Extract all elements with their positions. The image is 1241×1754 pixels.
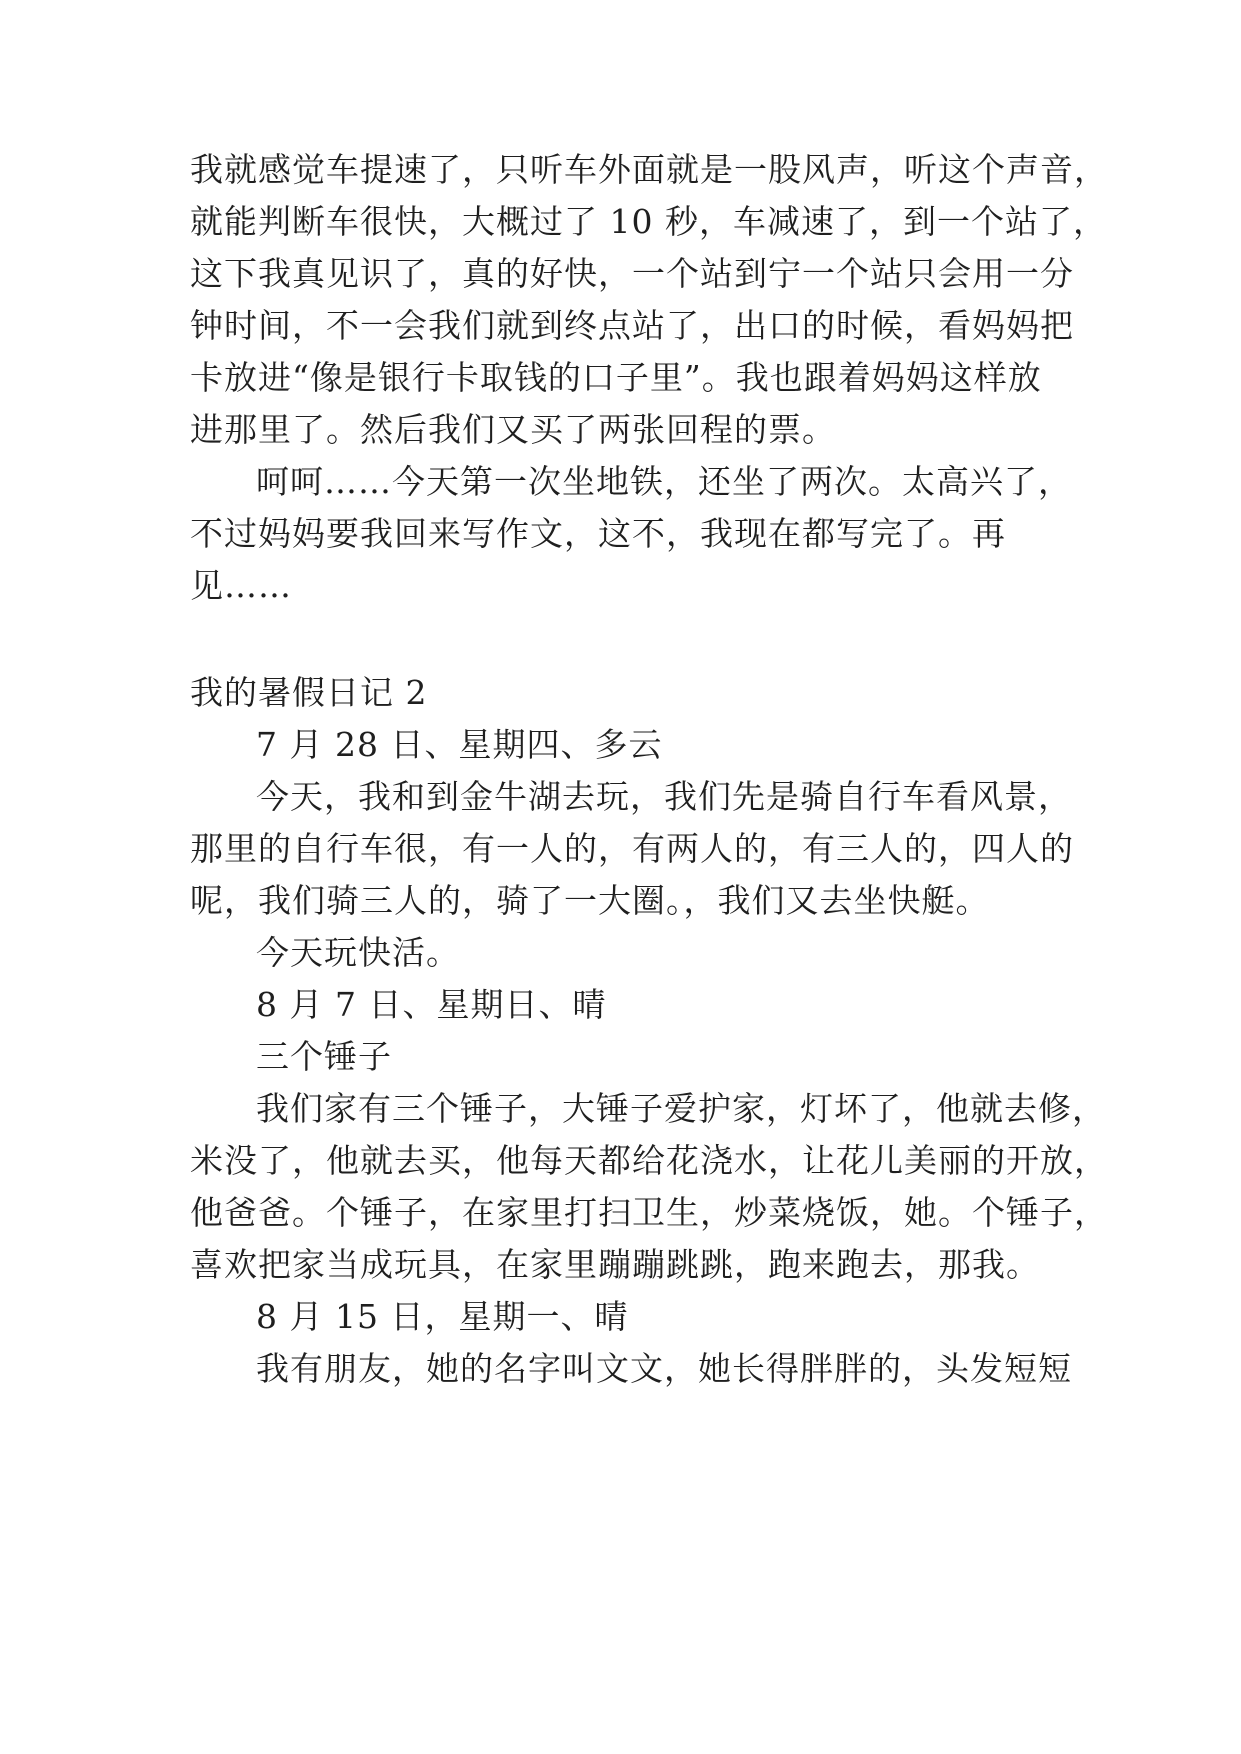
text-line: 就能判断车很快，大概过了 10 秒，车减速了，到一个站了， xyxy=(190,202,1107,241)
entry-date: 8 月 7 日、星期日、晴 xyxy=(256,985,607,1024)
text-line: 钟时间，不一会我们就到终点站了，出口的时候，看妈妈把 xyxy=(190,306,1074,345)
text-line: 今天，我和到金牛湖去玩，我们先是骑自行车看风景， xyxy=(256,777,1072,816)
text-line: 喜欢把家当成玩具，在家里蹦蹦跳跳，跑来跑去，那我。 xyxy=(190,1245,1040,1284)
entry-date: 8 月 15 日，星期一、晴 xyxy=(256,1297,629,1336)
text-line: 不过妈妈要我回来写作文，这不，我现在都写完了。再 xyxy=(190,514,1006,553)
entry-title: 三个锤子 xyxy=(256,1037,392,1076)
text-line: 卡放进“像是银行卡取钱的口子里”。我也跟着妈妈这样放 xyxy=(190,358,1042,397)
text-line: 呵呵……今天第一次坐地铁，还坐了两次。太高兴了， xyxy=(256,462,1072,501)
text-line: 那里的自行车很，有一人的，有两人的，有三人的，四人的 xyxy=(190,829,1074,868)
text-line: 我有朋友，她的名字叫文文，她长得胖胖的，头发短短 xyxy=(256,1349,1072,1388)
text-line: 见…… xyxy=(190,566,292,605)
entry-date: 7 月 28 日、星期四、多云 xyxy=(256,725,663,764)
text-line: 进那里了。然后我们又买了两张回程的票。 xyxy=(190,410,836,449)
text-line: 这下我真见识了，真的好快，一个站到宁一个站只会用一分 xyxy=(190,254,1074,293)
text-line: 呢，我们骑三人的，骑了一大圈。，我们又去坐快艇。 xyxy=(190,881,990,920)
text-line: 他爸爸。个锤子，在家里打扫卫生，炒菜烧饭，她。个锤子， xyxy=(190,1193,1108,1232)
text-line: 我们家有三个锤子，大锤子爱护家，灯坏了，他就去修， xyxy=(256,1089,1106,1128)
section-heading: 我的暑假日记 2 xyxy=(190,673,428,712)
text-line: 今天玩快活。 xyxy=(256,933,460,972)
text-line: 米没了，他就去买，他每天都给花浇水，让花儿美丽的开放， xyxy=(190,1141,1108,1180)
text-line: 我就感觉车提速了，只听车外面就是一股风声，听这个声音， xyxy=(190,150,1108,189)
